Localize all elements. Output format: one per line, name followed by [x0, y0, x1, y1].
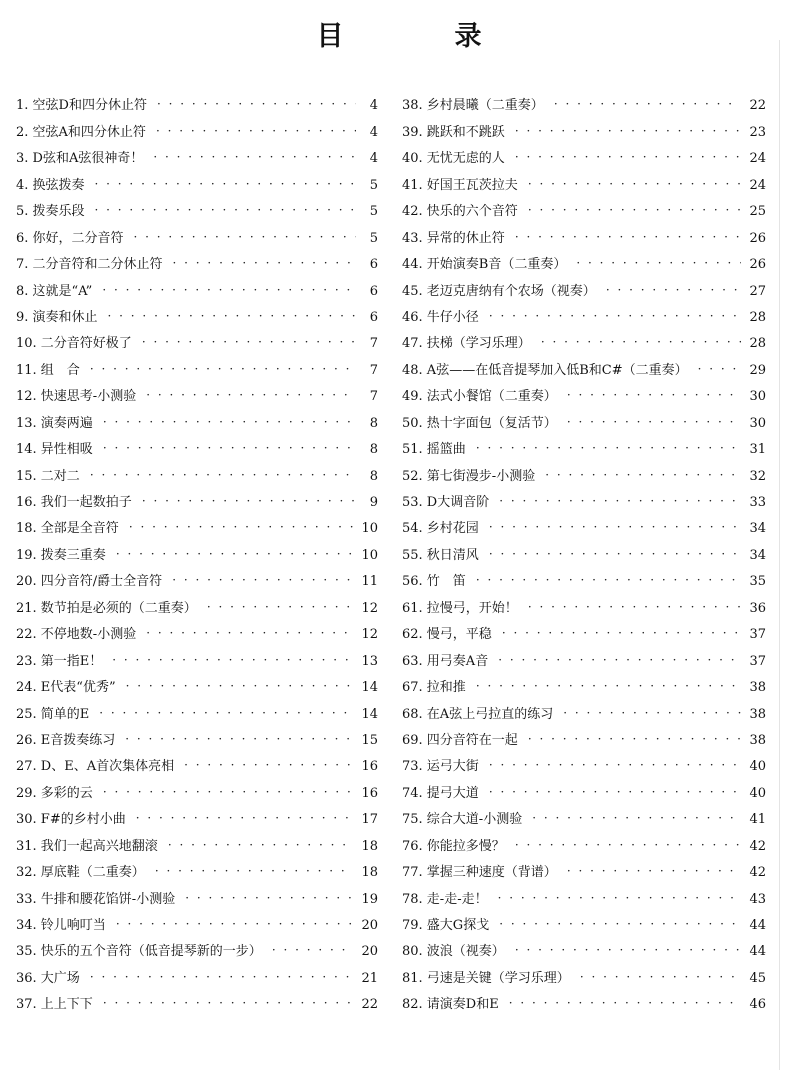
toc-entry — [402, 987, 766, 1013]
dot-leader — [489, 547, 742, 561]
toc-entry — [16, 564, 378, 590]
dot-leader — [576, 256, 741, 270]
toc-entry-page: 8 — [369, 415, 378, 431]
toc-entry-page: 8 — [369, 442, 378, 458]
toc-entry — [402, 300, 766, 326]
toc-entry-page: 36 — [749, 600, 766, 616]
dot-leader — [567, 388, 742, 402]
dot-leader — [698, 362, 742, 376]
dot-leader — [528, 177, 742, 191]
toc-entry-page: 10 — [361, 521, 378, 537]
toc-entry-title: 18. 全部是全音符 — [16, 521, 119, 537]
dot-leader — [499, 494, 741, 508]
dot-leader — [153, 150, 356, 164]
dot-leader — [272, 943, 354, 957]
dot-leader — [103, 441, 356, 455]
dot-leader — [155, 864, 354, 878]
toc-entry — [402, 194, 766, 220]
toc-entry — [402, 749, 766, 775]
toc-entry-page: 6 — [369, 283, 378, 299]
dot-leader — [498, 891, 742, 905]
toc-entry — [402, 855, 766, 881]
toc-entry — [16, 88, 378, 114]
toc-entry-title: 7. 二分音符和二分休止符 — [16, 257, 163, 273]
dot-leader — [502, 626, 742, 640]
toc-entry-page: 25 — [749, 204, 766, 220]
toc-entry-page: 16 — [361, 759, 378, 775]
toc-entry-title: 80. 波浪（视奏） — [402, 944, 505, 960]
dot-leader — [554, 97, 742, 111]
toc-entry-title: 41. 好国王瓦茨拉夫 — [402, 177, 518, 193]
toc-entry — [16, 458, 378, 484]
toc-entry-title: 30. F#的乡村小曲 — [16, 812, 126, 828]
toc-entry-title: 34. 铃儿响叮当 — [16, 918, 106, 933]
toc-entry-page: 4 — [369, 151, 378, 167]
toc-entry-title: 2. 空弦A和四分休止符 — [16, 124, 146, 140]
toc-entry — [16, 220, 378, 246]
dot-leader — [532, 811, 741, 825]
toc-entry — [402, 696, 766, 722]
dot-leader — [515, 838, 742, 852]
toc-entry-page: 34 — [749, 521, 766, 537]
toc-entry-title: 14. 异性相吸 — [16, 442, 93, 458]
toc-entry-page: 28 — [749, 336, 766, 352]
toc-entry-title: 51. 摇篮曲 — [402, 442, 466, 458]
dot-leader — [567, 415, 742, 429]
toc-entry-page: 37 — [749, 653, 766, 669]
dot-leader — [90, 468, 356, 482]
dot-leader — [112, 653, 353, 667]
toc-entry — [402, 220, 766, 246]
toc-entry-title: 24. E代表“优秀” — [16, 680, 116, 696]
toc-entry-title: 74. 提弓大道 — [402, 785, 479, 801]
toc-entry-title: 23. 第一指E！ — [16, 653, 103, 669]
toc-entry-page: 5 — [369, 230, 378, 246]
toc-entry-title: 63. 用弓奏A音 — [402, 653, 489, 669]
toc-entry-title: 39. 跳跃和不跳跃 — [402, 124, 505, 140]
toc-entry — [402, 934, 766, 960]
toc-entry-page: 18 — [361, 838, 378, 854]
toc-entry — [402, 379, 766, 405]
dot-leader — [580, 970, 742, 984]
toc-entry-title: 19. 拨奏三重奏 — [16, 547, 106, 563]
toc-entry-title: 45. 老迈克唐纳有个农场（视奏） — [402, 283, 596, 299]
toc-entry-page: 4 — [369, 98, 378, 114]
dot-leader — [134, 230, 356, 244]
toc-entry — [402, 432, 766, 458]
toc-entry — [16, 617, 378, 643]
toc-entry — [16, 300, 378, 326]
toc-entry-title: 31. 我们一起高兴地翻滚 — [16, 838, 158, 854]
toc-entry-page: 27 — [749, 283, 766, 299]
toc-entry — [402, 775, 766, 801]
toc-entry-page: 40 — [749, 759, 766, 775]
toc-entry-title: 56. 竹 笛 — [402, 574, 466, 590]
toc-entry — [402, 802, 766, 828]
toc-entry-title: 40. 无忧无虑的人 — [402, 151, 505, 167]
toc-entry — [16, 934, 378, 960]
page-edge-line — [779, 40, 780, 1070]
dot-leader — [515, 124, 742, 138]
toc-entry — [16, 855, 378, 881]
toc-entry-title: 32. 厚底鞋（二重奏） — [16, 865, 145, 881]
toc-entry — [402, 828, 766, 854]
toc-entry — [16, 141, 378, 167]
toc-entry — [16, 643, 378, 669]
toc-entry-page: 6 — [369, 257, 378, 273]
toc-entry-title: 48. A弦——在低音提琴加入低B和C#（二重奏） — [402, 362, 688, 378]
toc-entry-page: 15 — [361, 732, 378, 748]
toc-entry — [402, 670, 766, 696]
toc-entry-title: 3. D弦和A弦很神奇！ — [16, 151, 144, 167]
dot-leader — [129, 520, 354, 534]
dot-leader — [125, 732, 353, 746]
toc-entry-title: 1. 空弦D和四分休止符 — [16, 98, 147, 114]
toc-entry — [402, 273, 766, 299]
toc-entry — [16, 405, 378, 431]
toc-entry-title: 4. 换弦拨奏 — [16, 177, 85, 193]
toc-entry-page: 19 — [361, 891, 378, 907]
toc-entry-title: 6. 你好，二分音符 — [16, 230, 124, 246]
toc-entry-title: 54. 乡村花园 — [402, 521, 479, 537]
toc-entry-page: 37 — [749, 627, 766, 643]
toc-entry-page: 29 — [749, 362, 766, 378]
toc-entry-title: 52. 第七街漫步-小测验 — [402, 468, 536, 484]
toc-entry-title: 68. 在A弦上弓拉直的练习 — [402, 706, 554, 722]
page-title: 目 录 — [316, 21, 524, 52]
dot-leader — [172, 573, 353, 587]
toc-entry — [402, 114, 766, 140]
toc-entry-page: 26 — [749, 257, 766, 273]
dot-leader — [116, 547, 354, 561]
toc-entry — [402, 352, 766, 378]
toc-entry — [402, 723, 766, 749]
dot-leader — [489, 785, 742, 799]
toc-entry — [16, 775, 378, 801]
dot-leader — [567, 864, 742, 878]
toc-entry — [402, 960, 766, 986]
dot-leader — [509, 996, 742, 1010]
dot-leader — [207, 600, 354, 614]
dot-leader — [499, 917, 741, 931]
toc-entry — [16, 167, 378, 193]
dot-leader — [489, 309, 742, 323]
toc-entry-page: 38 — [749, 680, 766, 696]
toc-entry-page: 11 — [361, 574, 378, 590]
dot-leader — [498, 653, 741, 667]
toc-entry — [16, 114, 378, 140]
dot-leader — [476, 679, 742, 693]
toc-entry-page: 40 — [749, 785, 766, 801]
toc-entry-title: 62. 慢弓，平稳 — [402, 627, 492, 643]
toc-entry-page: 13 — [361, 653, 378, 669]
toc-entry — [16, 696, 378, 722]
toc-entry — [16, 352, 378, 378]
toc-entry — [16, 723, 378, 749]
toc-entry-page: 38 — [749, 706, 766, 722]
toc-entry — [402, 141, 766, 167]
dot-leader — [116, 917, 354, 931]
toc-entry-title: 42. 快乐的六个音符 — [402, 204, 518, 220]
toc-entry-title: 43. 异常的休止符 — [402, 230, 505, 246]
toc-entry — [16, 379, 378, 405]
dot-leader — [476, 573, 742, 587]
dot-leader — [545, 468, 741, 482]
toc-entry-title: 15. 二对二 — [16, 468, 80, 484]
toc-entry — [16, 511, 378, 537]
toc-entry-page: 7 — [369, 336, 378, 352]
toc-entry-title: 33. 牛排和腰花馅饼-小测验 — [16, 891, 176, 907]
toc-entry — [16, 194, 378, 220]
toc-entry-title: 35. 快乐的五个音符（低音提琴新的一步） — [16, 944, 262, 960]
toc-entry-page: 6 — [369, 309, 378, 325]
toc-entry-page: 5 — [369, 204, 378, 220]
toc-entry-title: 75. 综合大道-小测验 — [402, 812, 523, 828]
dot-leader — [108, 309, 356, 323]
toc-entry-page: 33 — [749, 495, 766, 510]
toc-entry-title: 9. 演奏和休止 — [16, 309, 98, 325]
toc-entry — [402, 458, 766, 484]
toc-entry-page: 46 — [749, 997, 766, 1013]
toc-entry — [16, 987, 378, 1013]
toc-entry-title: 44. 开始演奏B音（二重奏） — [402, 257, 567, 273]
toc-entry-page: 9 — [369, 495, 378, 510]
toc-entry-title: 55. 秋日清风 — [402, 547, 479, 563]
toc-entry-page: 17 — [361, 812, 378, 828]
toc-entry-title: 77. 掌握三种速度（背谱） — [402, 865, 557, 881]
toc-entry-page: 35 — [749, 574, 766, 590]
dot-leader — [489, 520, 742, 534]
toc-entry — [402, 485, 766, 511]
toc-entry-title: 16. 我们一起数拍子 — [16, 495, 132, 510]
dot-leader — [541, 335, 742, 349]
toc-entry-page: 42 — [749, 838, 766, 854]
toc-entry — [16, 326, 378, 352]
toc-entry-title: 26. E音拨奏练习 — [16, 732, 116, 748]
toc-entry-title: 37. 上上下下 — [16, 997, 93, 1013]
toc-entry-page: 8 — [369, 468, 378, 484]
dot-leader — [103, 785, 354, 799]
toc-entry-page: 30 — [749, 389, 766, 405]
toc-entry-title: 78. 走-走-走！ — [402, 891, 488, 907]
toc-entry-page: 4 — [369, 124, 378, 140]
toc-entry-page: 14 — [361, 706, 378, 722]
dot-leader — [146, 626, 353, 640]
toc-entry-page: 10 — [361, 547, 378, 563]
toc-entry-title: 50. 热十字面包（复活节） — [402, 415, 557, 431]
dot-leader — [95, 177, 356, 191]
toc-entry — [16, 802, 378, 828]
toc-entry-page: 43 — [749, 891, 766, 907]
toc-entry — [16, 670, 378, 696]
toc-entry-title: 8. 这就是“A” — [16, 283, 93, 299]
toc-entry — [402, 511, 766, 537]
toc-entry-title: 29. 多彩的云 — [16, 785, 93, 801]
toc-entry — [16, 908, 378, 934]
dot-leader — [90, 970, 354, 984]
toc-entry-page: 34 — [749, 547, 766, 563]
toc-entry — [402, 908, 766, 934]
toc-entry — [402, 326, 766, 352]
toc-entry-title: 81. 弓速是关键（学习乐理） — [402, 970, 570, 986]
dot-leader — [528, 732, 742, 746]
toc-entry-title: 53. D大调音阶 — [402, 495, 490, 510]
dot-leader — [173, 256, 356, 270]
toc-entry-page: 24 — [749, 177, 766, 193]
toc-entry — [16, 247, 378, 273]
toc-entry-title: 82. 请演奏D和E — [402, 997, 499, 1013]
toc-entry-title: 67. 拉和推 — [402, 680, 466, 696]
dot-leader — [102, 283, 356, 297]
toc-entry-page: 7 — [369, 389, 378, 405]
toc-entry — [402, 643, 766, 669]
toc-entry — [402, 564, 766, 590]
toc-entry-page: 20 — [361, 918, 378, 933]
dot-leader — [606, 283, 742, 297]
toc-entry-page: 22 — [749, 98, 766, 114]
dot-leader — [142, 494, 356, 508]
toc-entry-title: 11. 组 合 — [16, 362, 80, 378]
toc-entry-page: 41 — [749, 812, 766, 828]
dot-leader — [103, 996, 354, 1010]
toc-entry-page: 12 — [361, 627, 378, 643]
toc-entry-page: 20 — [361, 944, 378, 960]
toc-entry — [402, 617, 766, 643]
dot-leader — [95, 203, 356, 217]
toc-entry-page: 5 — [369, 177, 378, 193]
dot-leader — [184, 758, 353, 772]
dot-leader — [528, 203, 742, 217]
toc-entry-title: 12. 快速思考-小测验 — [16, 389, 137, 405]
toc-entry — [402, 167, 766, 193]
dot-leader — [103, 415, 356, 429]
toc-entry-page: 32 — [749, 468, 766, 484]
dot-leader — [99, 706, 353, 720]
toc-entry — [16, 432, 378, 458]
toc-entry-page: 22 — [361, 997, 378, 1013]
toc-entry-title: 49. 法式小餐馆（二重奏） — [402, 389, 557, 405]
dot-leader — [157, 97, 356, 111]
toc-column-left — [16, 88, 378, 1013]
toc-entry-title: 38. 乡村晨曦（二重奏） — [402, 98, 544, 114]
toc-entry-title: 22. 不停地数-小测验 — [16, 627, 137, 643]
toc-entry-page: 14 — [361, 680, 378, 696]
dot-leader — [90, 362, 356, 376]
toc-entry-page: 38 — [749, 732, 766, 748]
toc-entry-title: 20. 四分音符/爵士全音符 — [16, 574, 163, 590]
toc-entry — [16, 590, 378, 616]
dot-leader — [489, 758, 742, 772]
toc-entry-page: 21 — [361, 970, 378, 986]
toc-entry-title: 25. 简单的E — [16, 706, 90, 722]
dot-leader — [515, 150, 742, 164]
toc-entry-page: 30 — [749, 415, 766, 431]
toc-entry — [402, 88, 766, 114]
toc-entry-title: 36. 大广场 — [16, 970, 80, 986]
toc-column-right — [402, 88, 766, 1013]
toc-entry-page: 28 — [749, 309, 766, 325]
toc-entry-title: 10. 二分音符好极了 — [16, 336, 132, 352]
toc-entry-title: 46. 牛仔小径 — [402, 309, 479, 325]
dot-leader — [168, 838, 354, 852]
dot-leader — [515, 230, 742, 244]
toc-entry-page: 44 — [749, 918, 766, 933]
toc-entry — [402, 881, 766, 907]
toc-entry-title: 73. 运弓大街 — [402, 759, 479, 775]
toc-entry-title: 27. D、E、A首次集体亮相 — [16, 759, 175, 775]
toc-entry-page: 45 — [749, 970, 766, 986]
toc-entry-page: 26 — [749, 230, 766, 246]
toc-entry-title: 47. 扶梯（学习乐理） — [402, 336, 531, 352]
dot-leader — [126, 679, 354, 693]
toc-entry-page: 23 — [749, 124, 766, 140]
toc-entry — [402, 537, 766, 563]
toc-entry-page: 16 — [361, 785, 378, 801]
dot-leader — [476, 441, 742, 455]
dot-leader — [142, 335, 356, 349]
toc-entry — [16, 749, 378, 775]
dot-leader — [563, 706, 741, 720]
toc-entry-title: 69. 四分音符在一起 — [402, 732, 518, 748]
dot-leader — [515, 943, 742, 957]
dot-leader — [146, 388, 356, 402]
toc-entry-title: 13. 演奏两遍 — [16, 415, 93, 431]
toc-entry-title: 21. 数节拍是必须的（二重奏） — [16, 600, 197, 616]
toc-entry — [402, 247, 766, 273]
toc-entry-title: 79. 盛大G探戈 — [402, 918, 490, 933]
toc-entry-page: 12 — [361, 600, 378, 616]
toc-entry-page: 24 — [749, 151, 766, 167]
toc-entry-title: 5. 拨奏乐段 — [16, 204, 85, 220]
toc-entry-page: 18 — [361, 865, 378, 881]
dot-leader — [136, 811, 354, 825]
toc-entry-title: 76. 你能拉多慢？ — [402, 838, 505, 854]
toc-entry — [16, 537, 378, 563]
dot-leader — [156, 124, 356, 138]
toc-entry — [16, 485, 378, 511]
toc-entry-page: 31 — [749, 442, 766, 458]
toc-entry-page: 42 — [749, 865, 766, 881]
toc-entry — [16, 960, 378, 986]
toc-entry — [402, 590, 766, 616]
toc-entry — [16, 273, 378, 299]
toc-entry — [16, 881, 378, 907]
toc-entry — [402, 405, 766, 431]
dot-leader — [185, 891, 353, 905]
dot-leader — [528, 600, 742, 614]
toc-entry — [16, 828, 378, 854]
toc-entry-page: 7 — [369, 362, 378, 378]
toc-entry-title: 61. 拉慢弓，开始！ — [402, 600, 518, 616]
toc-entry-page: 44 — [749, 944, 766, 960]
